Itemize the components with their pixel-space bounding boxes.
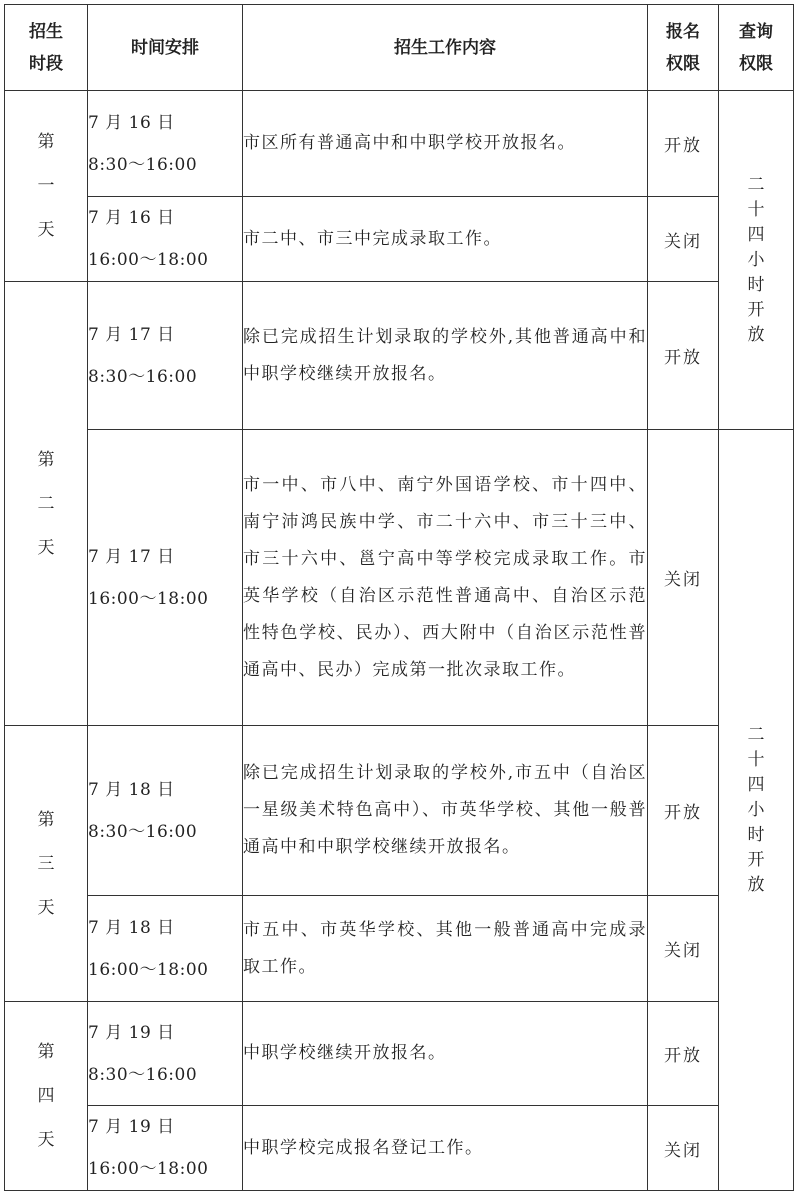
stage-cell-day3: 第三天 xyxy=(5,726,88,1002)
header-row xyxy=(5,5,794,91)
time-cell: 7 月 17 日 16:00～18:00 xyxy=(88,430,243,726)
content-cell: 除已完成招生计划录取的学校外,市五中（自治区一星级美术特色高中）、市英华学校、其他一般普通高中和中职学校继续开放报名。 xyxy=(243,726,648,896)
header-query: 查询 权限 xyxy=(719,5,794,91)
content-cell: 除已完成招生计划录取的学校外,其他普通高中和中职学校继续开放报名。 xyxy=(243,282,648,430)
table-row xyxy=(5,896,794,1002)
content-cell: 市五中、市英华学校、其他一般普通高中完成录取工作。 xyxy=(243,896,648,1002)
table-row xyxy=(5,282,794,430)
time-cell: 7 月 18 日 16:00～18:00 xyxy=(88,896,243,1002)
content-cell: 市一中、市八中、南宁外国语学校、市十四中、南宁沛鸿民族中学、市二十六中、市三十三中、市三十六中、邕宁高中等学校完成录取工作。市英华学校（自治区示范性普通高中、自治区示范性特色学校、民办）、西大附中（自治区示范性普通高中、民办）完成第一批次录取工作。 xyxy=(243,430,648,726)
stage-cell-day4: 第四天 xyxy=(5,1002,88,1191)
status-cell: 开放 xyxy=(648,91,719,197)
content-cell: 中职学校继续开放报名。 xyxy=(243,1002,648,1106)
header-content: 招生工作内容 xyxy=(243,5,648,91)
table-row xyxy=(5,197,794,282)
table-row xyxy=(5,430,794,726)
status-cell: 关闭 xyxy=(648,896,719,1002)
time-cell: 7 月 19 日 8:30～16:00 xyxy=(88,1002,243,1106)
table-row xyxy=(5,726,794,896)
status-cell: 开放 xyxy=(648,1002,719,1106)
enrollment-schedule-table xyxy=(4,4,794,1191)
time-cell: 7 月 17 日 8:30～16:00 xyxy=(88,282,243,430)
table-row xyxy=(5,1106,794,1191)
content-cell: 市区所有普通高中和中职学校开放报名。 xyxy=(243,91,648,197)
query-cell-2: 二十四小时开放 xyxy=(719,430,794,1191)
time-cell: 7 月 18 日 8:30～16:00 xyxy=(88,726,243,896)
status-cell: 开放 xyxy=(648,726,719,896)
table-row xyxy=(5,91,794,197)
header-stage: 招生 时段 xyxy=(5,5,88,91)
stage-cell-day1: 第一天 xyxy=(5,91,88,282)
time-cell: 7 月 19 日 16:00～18:00 xyxy=(88,1106,243,1191)
status-cell: 关闭 xyxy=(648,1106,719,1191)
header-time: 时间安排 xyxy=(88,5,243,91)
query-cell-1: 二十四小时开放 xyxy=(719,91,794,430)
content-cell: 中职学校完成报名登记工作。 xyxy=(243,1106,648,1191)
table-row xyxy=(5,1002,794,1106)
content-cell: 市二中、市三中完成录取工作。 xyxy=(243,197,648,282)
status-cell: 开放 xyxy=(648,282,719,430)
header-register: 报名 权限 xyxy=(648,5,719,91)
stage-cell-day2: 第二天 xyxy=(5,282,88,726)
time-cell: 7 月 16 日 16:00～18:00 xyxy=(88,197,243,282)
status-cell: 关闭 xyxy=(648,197,719,282)
time-cell: 7 月 16 日 8:30～16:00 xyxy=(88,91,243,197)
status-cell: 关闭 xyxy=(648,430,719,726)
